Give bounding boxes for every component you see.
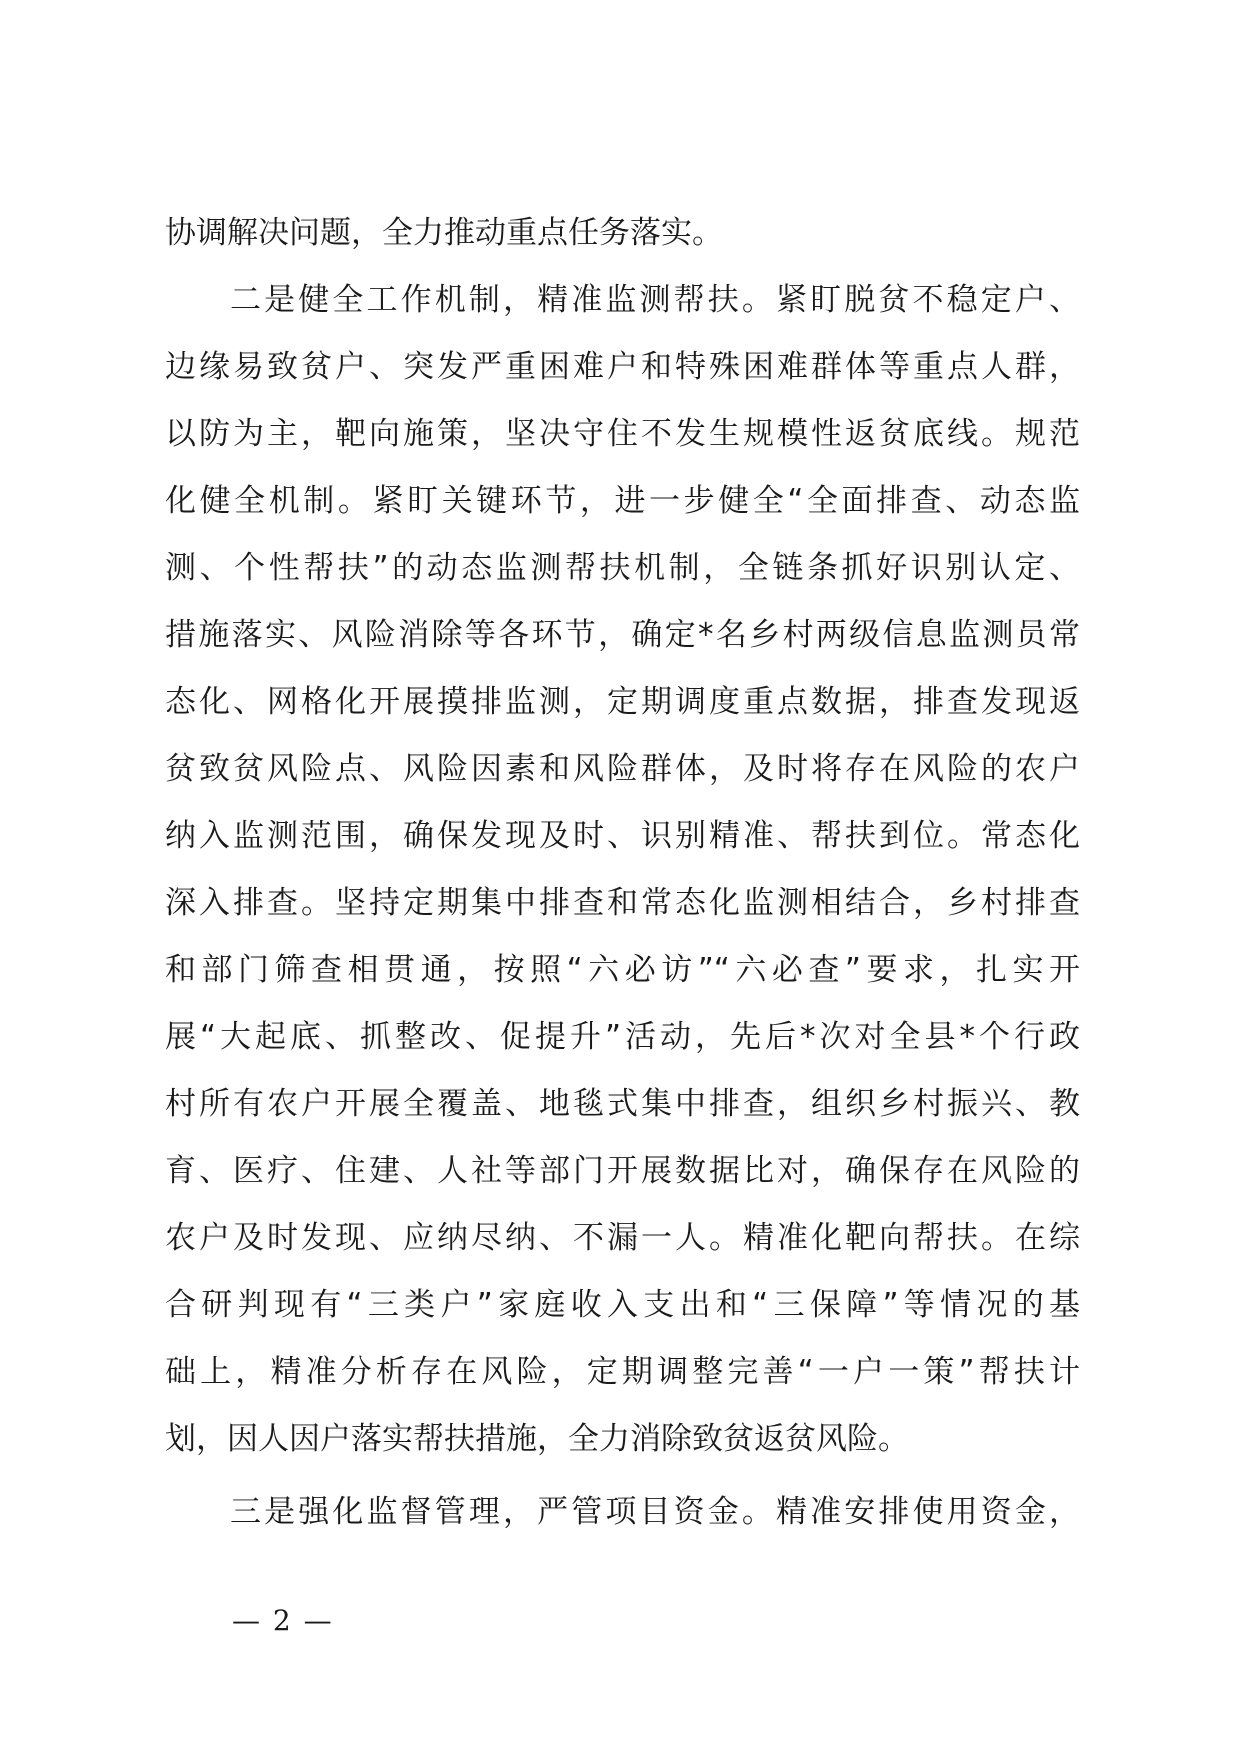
text-line: 化健全机制。紧盯关键环节，进一步健全“全面排查、动态监 xyxy=(165,483,1080,519)
text-line: 纳入监测范围，确保发现及时、识别精准、帮扶到位。常态化 xyxy=(165,818,1080,854)
text-line: 础上，精准分析存在风险，定期调整完善“一户一策”帮扶计 xyxy=(165,1354,1080,1390)
text-line: 贫致贫风险点、风险因素和风险群体，及时将存在风险的农户 xyxy=(165,751,1080,787)
text-line: 村所有农户开展全覆盖、地毯式集中排查，组织乡村振兴、教 xyxy=(165,1086,1080,1122)
text-line: 和部门筛查相贯通，按照“六必访”“六必查”要求，扎实开 xyxy=(165,952,1080,988)
text-line: 措施落实、风险消除等各环节，确定*名乡村两级信息监测员常 xyxy=(165,617,1080,653)
text-line: 以防为主，靶向施策，坚决守住不发生规模性返贫底线。规范 xyxy=(165,416,1080,452)
text-line: 合研判现有“三类户”家庭收入支出和“三保障”等情况的基 xyxy=(165,1287,1080,1323)
page-number: — 2 — xyxy=(232,1604,334,1637)
text-line: 态化、网格化开展摸排监测，定期调度重点数据，排查发现返 xyxy=(165,684,1080,720)
text-line: 协调解决问题，全力推动重点任务落实。 xyxy=(165,215,723,251)
text-line: 三是强化监督管理，严管项目资金。精准安排使用资金， xyxy=(230,1494,1080,1530)
text-line: 展“大起底、抓整改、促提升”活动，先后*次对全县*个行政 xyxy=(165,1019,1080,1055)
text-line: 边缘易致贫户、突发严重困难户和特殊困难群体等重点人群， xyxy=(165,349,1080,385)
text-line: 育、医疗、住建、人社等部门开展数据比对，确保存在风险的 xyxy=(165,1153,1080,1189)
text-line: 测、个性帮扶”的动态监测帮扶机制，全链条抓好识别认定、 xyxy=(165,550,1080,586)
text-line: 划，因人因户落实帮扶措施，全力消除致贫返贫风险。 xyxy=(165,1421,909,1457)
text-line: 农户及时发现、应纳尽纳、不漏一人。精准化靶向帮扶。在综 xyxy=(165,1220,1080,1256)
text-line: 深入排查。坚持定期集中排查和常态化监测相结合，乡村排查 xyxy=(165,885,1080,921)
text-line: 二是健全工作机制，精准监测帮扶。紧盯脱贫不稳定户、 xyxy=(230,282,1080,318)
body-text xyxy=(165,206,1080,1552)
